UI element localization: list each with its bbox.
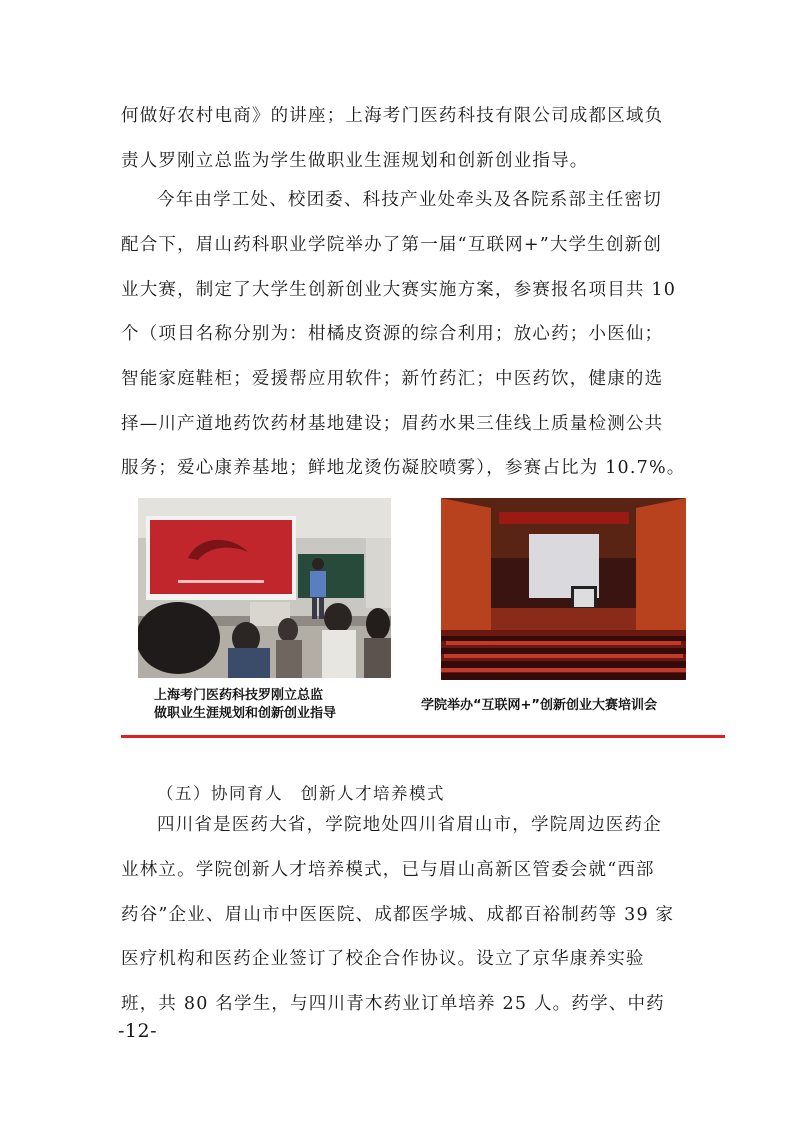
text-line: 班，共 80 名学生，与四川青木药业订单培养 25 人。药学、中药 (121, 994, 665, 1014)
text-line: 药谷”企业、眉山市中医医院、成都医学城、成都百裕制药等 39 家 (121, 905, 675, 925)
lecture-photo-caption (154, 687, 336, 723)
text-line: 个（项目名称分别为：柑橘皮资源的综合利用；放心药；小医仙； (121, 324, 664, 344)
section-divider (121, 735, 725, 738)
lecture-photo (138, 498, 391, 678)
text-line: 服务；爱心康养基地；鲜地龙烫伤凝胶喷雾），参赛占比为 10.7%。 (121, 458, 686, 478)
auditorium-photo (441, 498, 686, 680)
caption-line: 学院举办“互联网+”创新创业大赛培训会 (421, 698, 657, 713)
auditorium-photo-caption (421, 697, 657, 715)
text-line: 择—川产道地药饮药材基地建设；眉药水果三佳线上质量检测公共 (121, 414, 664, 434)
text-line: 业大赛，制定了大学生创新创业大赛实施方案，参赛报名项目共 10 (121, 280, 677, 300)
text-line: 今年由学工处、校团委、科技产业处牵头及各院系部主任密切 (157, 190, 662, 210)
text-line: 配合下，眉山药科职业学院举办了第一届“互联网+”大学生创新创 (121, 235, 663, 255)
page-number: -12- (118, 1020, 158, 1042)
text-line: 何做好农村电商》的讲座；上海考门医药科技有限公司成都区域负 (121, 106, 664, 126)
lecture-photo-illustration (138, 498, 391, 678)
text-line: 医疗机构和医药企业签订了校企合作协议。设立了京华康养实验 (121, 949, 645, 969)
caption-line: 做职业生涯规划和创新创业指导 (154, 706, 337, 721)
auditorium-photo-illustration (441, 498, 686, 680)
text-line: 责人罗刚立总监为学生做职业生涯规划和创新创业指导。 (121, 151, 589, 171)
section-heading: （五）协同育人 创新人才培养模式 (157, 784, 445, 803)
text-line: 业林立。学院创新人才培养模式，已与眉山高新区管委会就“西部 (121, 860, 655, 880)
caption-line: 上海考门医药科技罗刚立总监 (154, 688, 324, 703)
text-line: 智能家庭鞋柜；爱援帮应用软件；新竹药汇；中医药饮，健康的选 (121, 369, 664, 389)
text-line: 四川省是医药大省，学院地处四川省眉山市，学院周边医药企 (157, 815, 662, 835)
